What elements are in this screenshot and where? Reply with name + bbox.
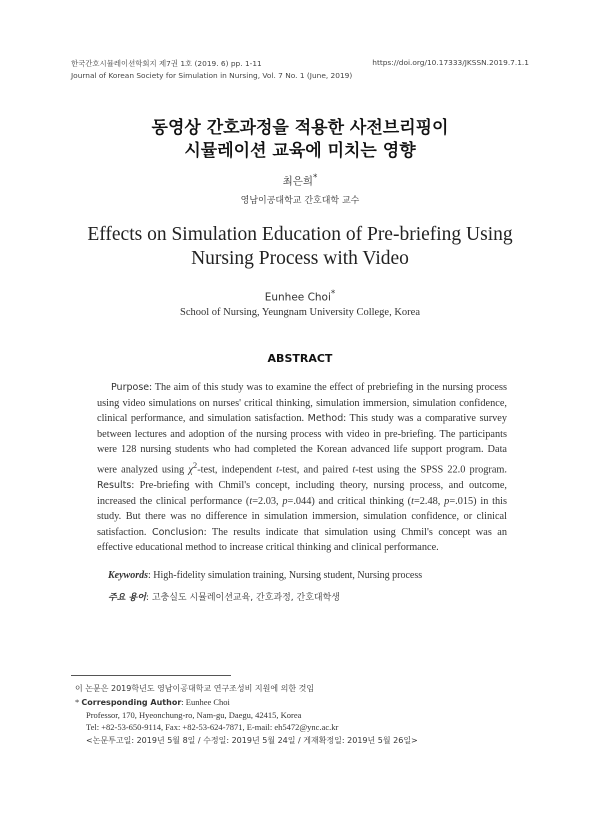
results-text-1: : Pre-briefing with Chmil's concept, including theory, nursing process, and outcome, increased the clinical performance ( bbox=[97, 479, 507, 507]
purpose-text: : The aim of this study was to examine the effect of prebriefing in the nursing process using video simulations on nurses' critical thinking, simulation immersion, simulation confidence, clinical performance, and simulation satisfaction. bbox=[97, 382, 507, 425]
corresponding-author-note bbox=[75, 697, 230, 707]
author-en bbox=[0, 289, 600, 304]
t-symbol: t bbox=[352, 464, 356, 476]
keywords-ko bbox=[108, 590, 340, 603]
keywords-ko-text: : 고충실도 시뮬레이션교육, 간호과정, 간호대학생 bbox=[145, 593, 341, 603]
t-symbol: t bbox=[411, 495, 414, 507]
p-symbol: p bbox=[282, 495, 288, 507]
chi-superscript: 2 bbox=[192, 459, 198, 470]
corresponding-author-label: Corresponding Author bbox=[81, 698, 182, 707]
method-text-1: : This study was a comparative survey between lectures and adoption of the nursing process with video in pre-briefing. The participants were 128 nursing students who had completed the Korean advanced life support program. Data were analyzed using bbox=[97, 413, 507, 476]
results-text-2: =2.03, bbox=[252, 495, 279, 507]
keywords-text: : High-fidelity simulation training, Nursing student, Nursing process bbox=[148, 570, 423, 581]
footnote-divider bbox=[71, 675, 231, 676]
keywords-en bbox=[108, 570, 422, 581]
running-header bbox=[71, 58, 529, 69]
author-address: Professor, 170, Hyeonchung-ro, Nam-gu, Daegu, 42415, Korea bbox=[86, 710, 302, 720]
author-contact: Tel: +82-53-650-9114, Fax: +82-53-624-7871, E-mail: eh5472@ync.ac.kr bbox=[86, 722, 339, 732]
purpose-label: Purpose bbox=[111, 382, 150, 393]
keywords-label: Keywords bbox=[108, 570, 148, 581]
abstract-heading: ABSTRACT bbox=[267, 352, 333, 365]
footnote-mark: * bbox=[75, 697, 80, 707]
author-en-name: Eunhee Choi bbox=[264, 291, 331, 304]
results-text-5: =.015) in this study. But there was no difference in simulation immersion, simulation confidence, or clinical satisfaction. bbox=[97, 495, 508, 538]
title-ko-line1: 동영상 간호과정을 적용한 사전브리핑이 bbox=[151, 118, 449, 138]
results-label: Results bbox=[97, 479, 132, 491]
journal-citation-en: Journal of Korean Society for Simulation in Nursing, Vol. 7 No. 1 (June, 2019) bbox=[71, 71, 353, 80]
affiliation-en: School of Nursing, Yeungnam University College, Korea bbox=[179, 307, 420, 318]
funding-note: 이 논문은 2019학년도 영남이공대학교 연구조성비 지원에 의한 것임 bbox=[75, 684, 315, 693]
author-ko-name: 최은희 bbox=[282, 175, 314, 188]
submission-dates: <논문투고일: 2019년 5월 8일 / 수정일: 2019년 5월 24일 / 게재확정일: 2019년 5월 26일> bbox=[86, 736, 418, 745]
conclusion-text: : The results indicate that simulation using Chmil's concept was an effective educational method to increase critical thinking and clinical performance. bbox=[97, 526, 507, 554]
journal-citation-ko: 한국간호시뮬레이션학회지 제7권 1호 (2019. 6) pp. 1-11 bbox=[71, 59, 262, 68]
p-symbol: p bbox=[444, 495, 450, 507]
keywords-ko-label: 주요 용어 bbox=[108, 593, 146, 603]
method-text-3: -test, and paired bbox=[279, 464, 349, 476]
conclusion-label: Conclusion bbox=[151, 526, 204, 538]
abstract-body bbox=[97, 380, 507, 556]
t-symbol: t bbox=[276, 464, 280, 476]
author-en-mark: * bbox=[330, 289, 336, 299]
title-en-line1: Effects on Simulation Education of Pre-briefing Using bbox=[87, 224, 513, 245]
affiliation-ko: 영남이공대학교 간호대학 교수 bbox=[240, 196, 360, 206]
author-ko-mark: * bbox=[313, 173, 318, 183]
title-ko-line2: 시뮬레이션 교육에 미치는 영향 bbox=[184, 141, 416, 161]
corresponding-author-name: : Eunhee Choi bbox=[181, 697, 230, 707]
title-en-line2: Nursing Process with Video bbox=[191, 248, 409, 269]
method-label: Method bbox=[307, 413, 344, 425]
results-text-4: =2.48, bbox=[413, 495, 441, 507]
chi-symbol: χ bbox=[188, 464, 193, 476]
author-ko bbox=[0, 173, 600, 189]
method-text-2: -test, independent bbox=[197, 464, 272, 476]
t-symbol: t bbox=[249, 495, 253, 507]
doi-link[interactable]: https://doi.org/10.17333/JKSSN.2019.7.1.1 bbox=[372, 58, 529, 67]
results-text-3: =.044) and critical thinking ( bbox=[287, 495, 412, 507]
method-text-4: -test using the SPSS 22.0 program. bbox=[355, 464, 508, 476]
